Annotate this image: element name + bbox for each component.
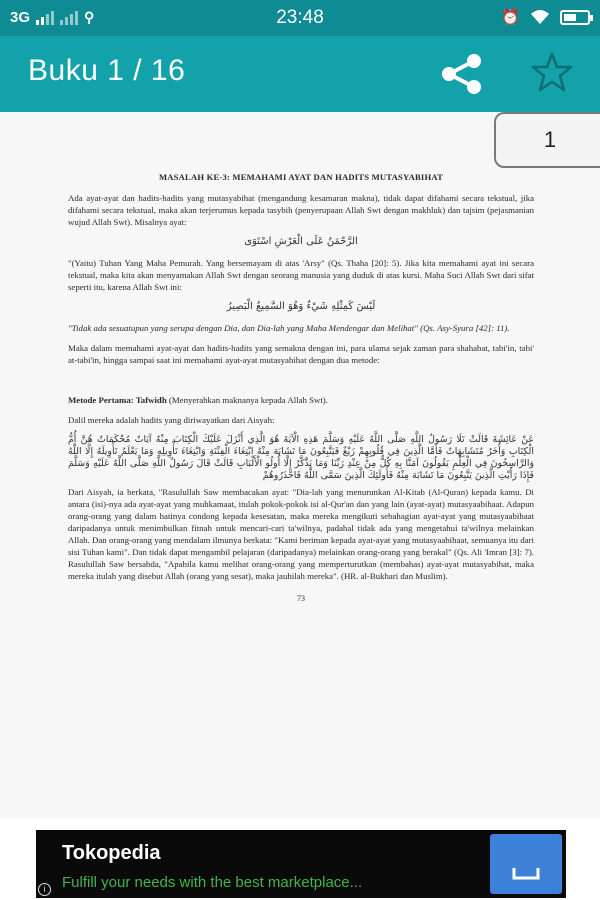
paragraph: "(Yaitu) Tuhan Yang Maha Pemurah. Yang bersemayam di atas 'Arsy" (Qs. Thaha [20]: 5). Jika kita memahami ayat ini secara tekstual, maka kita akan menyamakan Allah Swt dengan seorang manusia yang duduk di atas kursi. Maha Suci Allah Swt dari sifat seperti itu, karena Allah Swt ini: xyxy=(68,258,534,292)
share-icon[interactable] xyxy=(438,52,484,96)
star-icon[interactable] xyxy=(530,50,574,94)
arabic-hadith: عَنْ عَائِشَةَ قَالَتْ تَلَا رَسُولُ اللَّهِ صَلَّى اللَّهُ عَلَيْهِ وَسَلَّمَ هَذِهِ الْآيَةَ هُوَ الَّذِي أَنْزَلَ عَلَيْكَ الْكِتَابَ مِنْهُ آيَاتٌ مُحْكَمَاتٌ هُنَّ أُمُّ الْكِتَابِ وَأُخَرُ مُتَشَابِهَاتٌ فَأَمَّا الَّذِينَ فِي قُلُوبِهِمْ زَيْغٌ فَيَتَّبِعُونَ مَا تَشَابَهَ مِنْهُ ابْتِغَاءَ الْفِتْنَةِ وَابْتِغَاءَ تَأْوِيلِهِ وَمَا يَعْلَمُ تَأْوِيلَهُ إِلَّا اللَّهُ وَالرَّاسِخُونَ فِي الْعِلْمِ يَقُولُونَ آمَنَّا بِهِ كُلٌّ مِنْ عِنْدِ رَبِّنَا وَمَا يَذَّكَّرُ إِلَّا أُولُو الْأَلْبَابِ قَالَتْ قَالَ رَسُولُ اللَّهِ صَلَّى اللَّهُ عَلَيْهِ وَسَلَّمَ فَإِذَا رَأَيْتِ الَّذِينَ يَتَّبِعُونَ مَا تَشَابَهَ مِنْهُ فَأُولَئِكَ الَّذِينَ سَمَّى اللَّهُ فَاحْذَرُوهُمْ xyxy=(68,434,534,481)
ad-title: Tokopedia xyxy=(62,842,161,864)
download-icon xyxy=(490,834,562,894)
ad-action-button[interactable] xyxy=(490,834,562,894)
app-bar xyxy=(0,36,600,112)
info-icon[interactable]: i xyxy=(38,883,51,896)
battery-icon xyxy=(560,10,590,25)
arabic-verse: الرَّحْمَنُ عَلَى الْعَرْشِ اسْتَوَى xyxy=(244,236,358,247)
status-bar xyxy=(0,0,600,36)
document-content xyxy=(68,172,534,603)
method-description: (Menyerahkan maknanya kepada Allah Swt). xyxy=(166,395,328,405)
ad-subtitle: Fulfill your needs with the best marketplace... xyxy=(62,874,363,891)
paragraph: Dari Aisyah, ia berkata, "Rasulullah Saw membacakan ayat: "Dia-lah yang menurunkan Al-Kitab (Al-Quran) kepada kamu. Di antara (isi)-nya ada ayat-ayat yang muhkamaat, itulah pokok-pokok isi al-Qur'an dan yang lain (ayat-ayat) mutasyaabihaat. Adapun orang-orang yang dalam hatinya condong kepada kesesatan, maka mereka mengikuti sebahagian ayat-ayat yang mutasyaabihaat daripadanya untuk menimbulkan fitnah untuk mencari-cari ta'wilnya, padahal tidak ada yang mengetahui ta'wilnya melainkan Allah. Dan orang-orang yang mendalam ilmunya berkata: "Kami beriman kepada ayat-ayat yang mutasyaabihaat, semuanya itu dari sisi Tuhan kami". Dan tidak dapat mengambil pelajaran (daripadanya) melainkan orang-orang yang berakal" (Qs. Ali 'Imran [3]: 7). Rasulullah Saw bersabda, "Apabila kamu melihat orang-orang yang memperturutkan (membahas) ayat-ayat mutasyabihat, maka mereka itulah yang disebut Allah (orang yang sesat), maka jauhilah mereka". (HR. al-Bukhari dan Muslim). xyxy=(68,487,534,581)
alarm-icon: ⏰ xyxy=(501,9,520,26)
clock: 23:48 xyxy=(276,7,324,28)
method-label: Metode Pertama: Tafwidh xyxy=(68,395,167,405)
paragraph: Maka dalam memahami ayat-ayat dan hadits-hadits yang semakna dengan ini, para ulama sejak zaman para shahabat, tabi'in, tabi' at-tabi'in, hingga sampai saat ini memahami ayat-ayat mutasyabihat dengan dua metode: xyxy=(68,343,534,365)
paragraph: "Tidak ada sesuatupun yang serupa dengan Dia, dan Dia-lah yang Maha Mendengar dan Melihat" (Qs. Asy-Syura [42]: 11). xyxy=(68,323,510,333)
usb-icon: ⚲ xyxy=(84,9,95,25)
network-type: 3G xyxy=(10,9,31,26)
document-heading: MASALAH KE-3: MEMAHAMI AYAT DAN HADITS MUTASYABIHAT xyxy=(158,172,444,182)
arabic-verse: لَيْسَ كَمِثْلِهِ شَيْءٌ وَهُوَ السَّمِيعُ الْبَصِيرُ xyxy=(226,301,376,312)
page-number: 73 xyxy=(297,594,305,603)
status-icons xyxy=(501,8,590,26)
paragraph: Dalil mereka adalah hadits yang diriwayatkan dari Aisyah: xyxy=(68,415,275,425)
book-title: Buku 1 / 16 xyxy=(28,54,186,87)
ad-banner[interactable] xyxy=(36,830,566,898)
page-indicator[interactable]: 1 xyxy=(494,112,600,168)
wifi-icon xyxy=(530,9,550,25)
paragraph: Ada ayat-ayat dan hadits-hadits yang mutasyabihat (mengandung kesamaran makna), tidak dapat difahami secara tekstual, jika difahami secara tekstual, maka akan terjerumus kepada tasybih (penyerupaan Allah Swt dengan makhluk) dan tajsim (pejasmanian wujud Allah Swt). Misalnya ayat: xyxy=(68,193,534,227)
method-heading xyxy=(68,394,534,406)
